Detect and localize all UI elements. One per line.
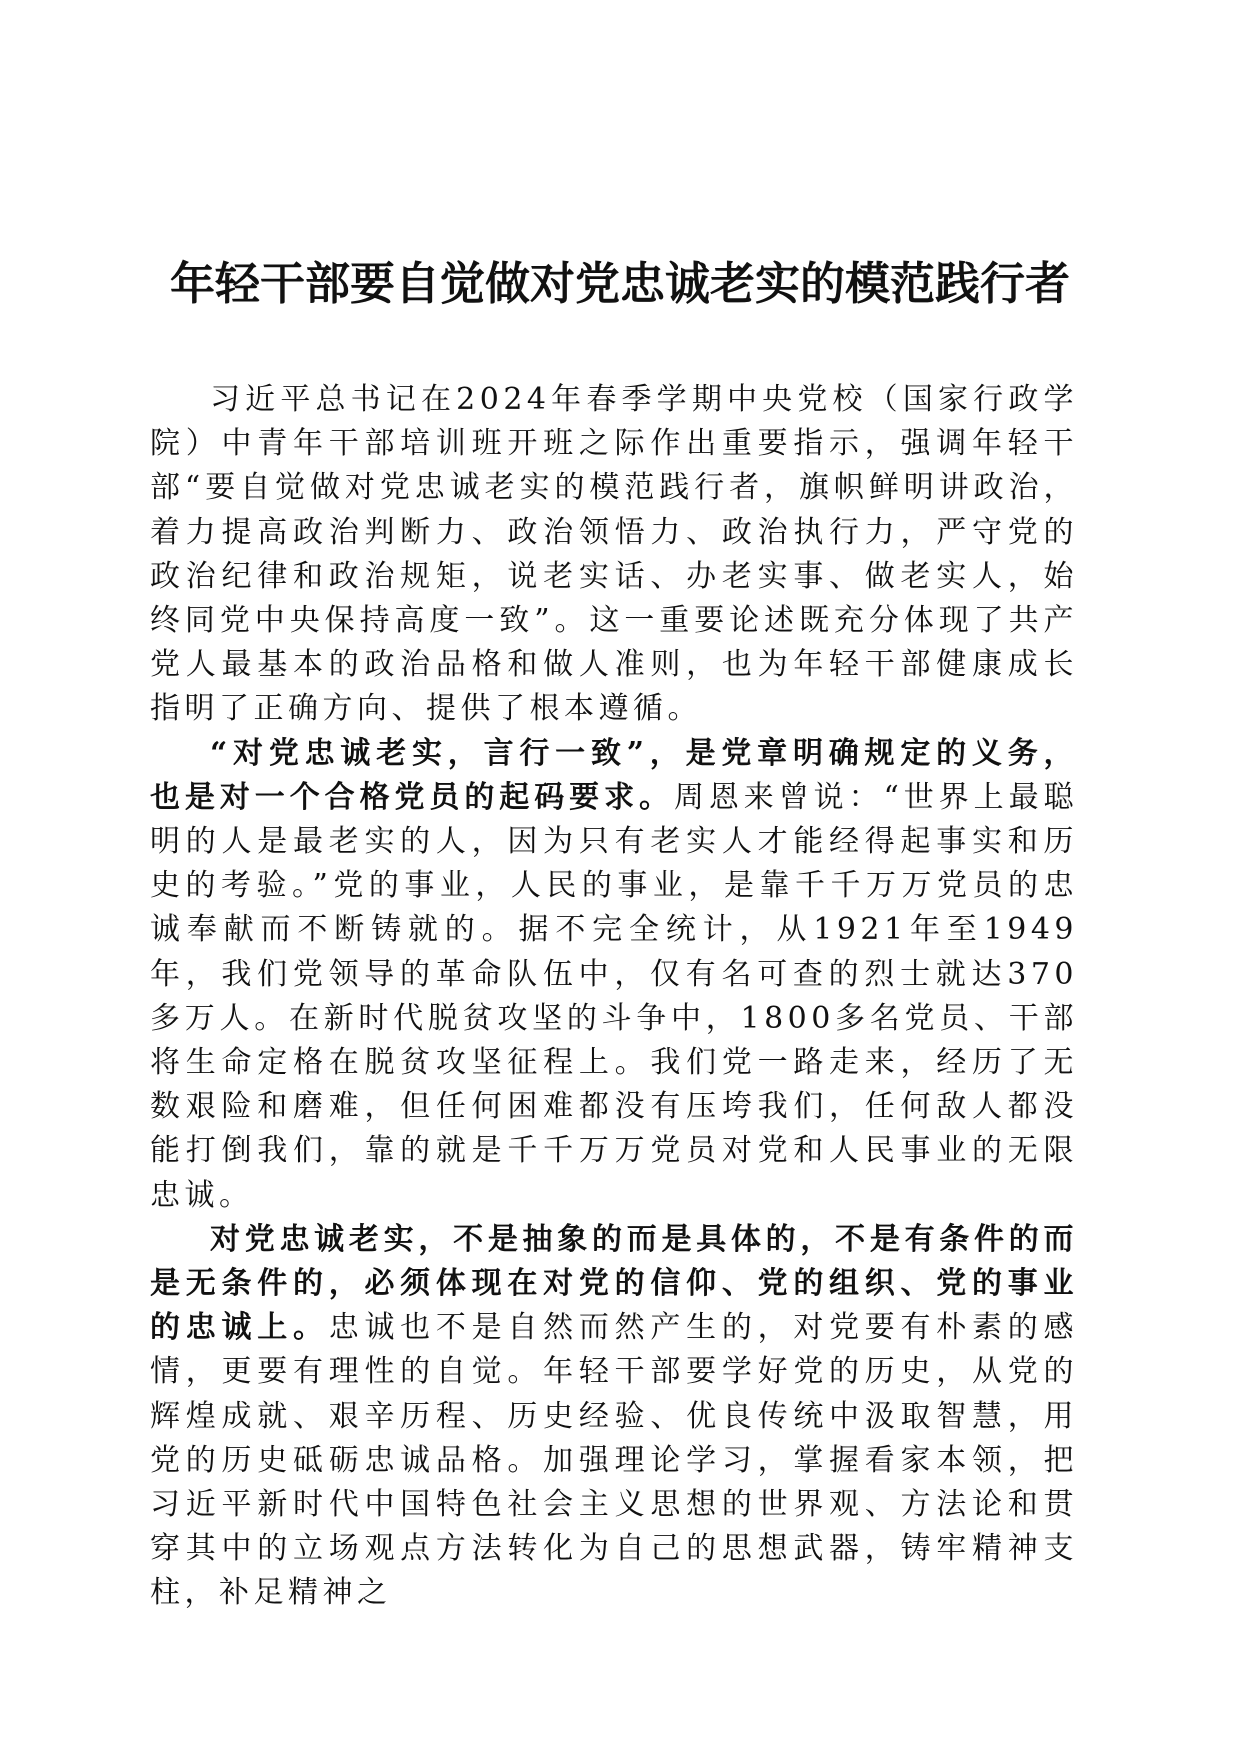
paragraph-3-lead: 对党忠诚老实，不是抽象的而是具体的，不是有条件的而是无条件的，必须体现在对党的信仰、党的组织、党的事业的忠诚上。 <box>150 1221 1078 1346</box>
document-body <box>150 378 1078 1616</box>
paragraph-2 <box>150 732 1078 1218</box>
paragraph-3-text: 忠诚也不是自然而然产生的，对党要有朴素的感情，更要有理性的自觉。年轻干部要学好党的历史，从党的辉煌成就、艰辛历程、历史经验、优良传统中汲取智慧，用党的历史砥砺忠诚品格。加强理论学习，掌握看家本领，把习近平新时代中国特色社会主义思想的世界观、方法论和贯穿其中的立场观点方法转化为自己的思想武器，铸牢精神支柱，补足精神之 <box>150 1310 1079 1611</box>
paragraph-1-text: 习近平总书记在2024年春季学期中央党校（国家行政学院）中青年干部培训班开班之际作出重要指示，强调年轻干部“要自觉做对党忠诚老实的模范践行者，旗帜鲜明讲政治，着力提高政治判断力、政治领悟力、政治执行力，严守党的政治纪律和政治规矩，说老实话、办老实事、做老实人，始终同党中央保持高度一致”。这一重要论述既充分体现了共产党人最基本的政治品格和做人准则，也为年轻干部健康成长指明了正确方向、提供了根本遵循。 <box>150 382 1078 727</box>
paragraph-3 <box>150 1218 1078 1616</box>
paragraph-2-text: 周恩来曾说：“世界上最聪明的人是最老实的人，因为只有老实人才能经得起事实和历史的考验。”党的事业，人民的事业，是靠千千万万党员的忠诚奉献而不断铸就的。据不完全统计，从1921年至1949年，我们党领导的革命队伍中，仅有名可查的烈士就达370多万人。在新时代脱贫攻坚的斗争中，1800多名党员、干部将生命定格在脱贫攻坚征程上。我们党一路走来，经历了无数艰险和磨难，但任何困难都没有压垮我们，任何敌人都没能打倒我们，靠的就是千千万万党员对党和人民事业的无限忠诚。 <box>150 779 1078 1213</box>
paragraph-2-lead: “对党忠诚老实，言行一致”，是党章明确规定的义务，也是对一个合格党员的起码要求。 <box>150 735 1078 815</box>
paragraph-1 <box>150 378 1078 732</box>
document-title: 年轻干部要自觉做对党忠诚老实的模范践行者 <box>169 257 1070 310</box>
